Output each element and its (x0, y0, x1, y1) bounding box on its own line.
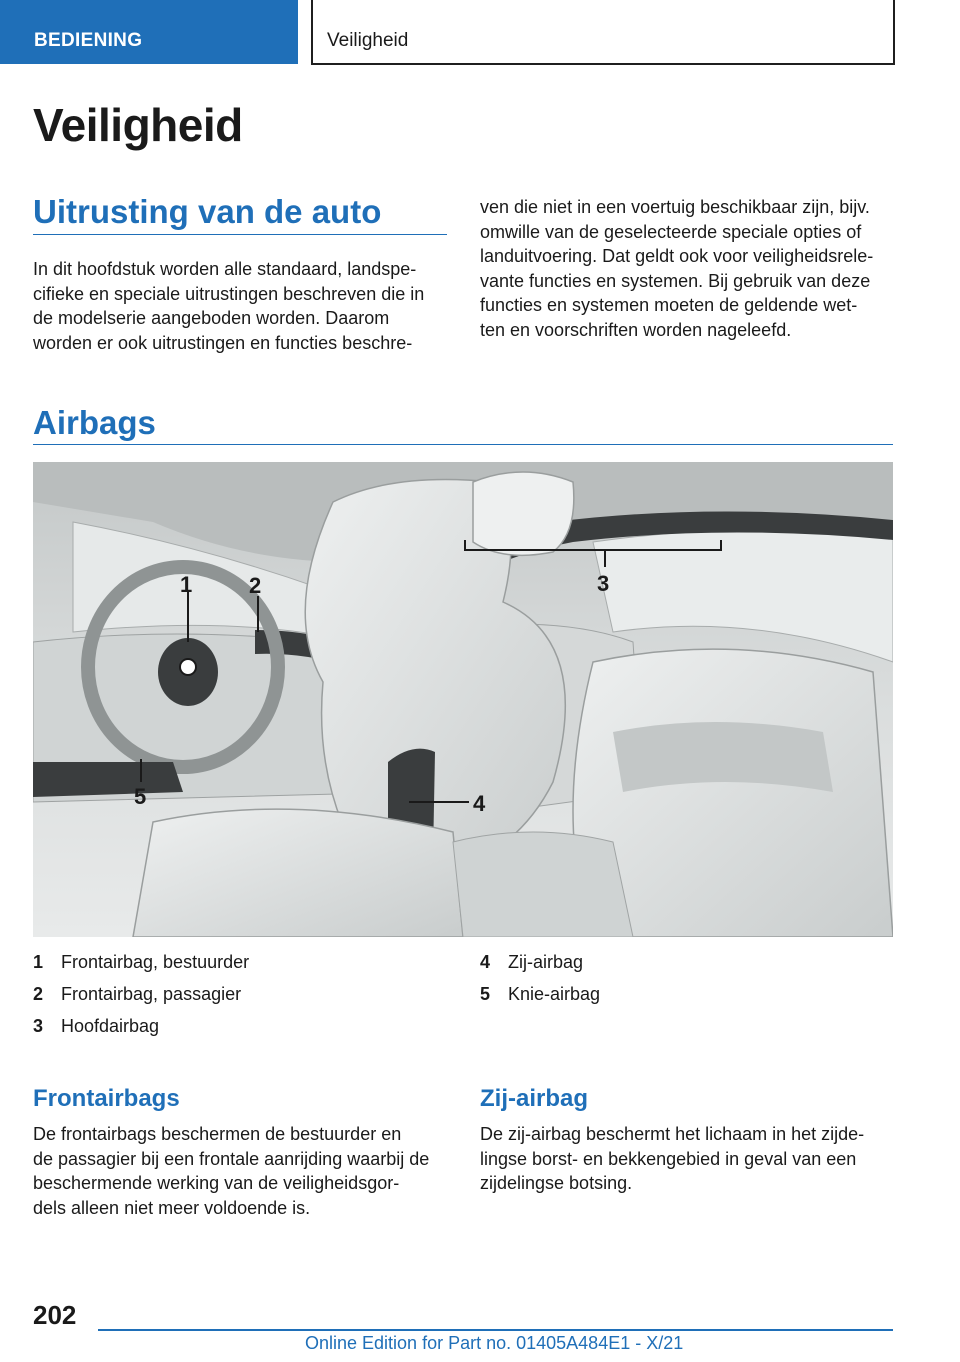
text-line: In dit hoofdstuk worden alle standaard, landspe- (33, 259, 417, 279)
text-line: ten en voorschriften worden nageleefd. (480, 319, 792, 340)
legend-item (480, 978, 600, 1010)
legend-label: Frontairbag, passagier (61, 984, 242, 1004)
section-label: BEDIENING (34, 30, 143, 51)
zijairbag-heading: Zij-airbag (480, 1085, 589, 1112)
text-line: De frontairbags beschermen de bestuurder en (33, 1124, 402, 1144)
callout-3: 3 (597, 571, 610, 596)
callout-5: 5 (134, 784, 147, 809)
text-line: de passagier bij een frontale aanrijding waarbij de (33, 1148, 430, 1169)
callout-4: 4 (473, 791, 486, 816)
text-line: zijdelingse botsing. (480, 1173, 633, 1194)
frontairbags-text (33, 1122, 458, 1220)
legend-label: Zij-airbag (508, 952, 584, 972)
footer-edition: Online Edition for Part no. 01405A484E1 - X/21 (305, 1333, 684, 1353)
legend-number: 3 (33, 1016, 44, 1036)
text-line: omwille van de geselecteerde speciale opties of (480, 221, 862, 242)
text-line: De zij-airbag beschermt het lichaam in het zijde- (480, 1124, 865, 1144)
text-line: de modelserie aangeboden worden. Daarom (33, 308, 390, 329)
car-interior-drawing (33, 462, 893, 937)
text-line: dels alleen niet meer voldoende is. (33, 1197, 311, 1218)
legend-item (480, 946, 600, 978)
airbags-heading: Airbags (33, 404, 156, 441)
callout-2: 2 (249, 573, 262, 598)
frontairbags-heading: Frontairbags (33, 1085, 180, 1112)
chapter-label: Veiligheid (327, 30, 409, 51)
airbag-illustration (33, 462, 893, 937)
chapter-tab[interactable] (311, 0, 895, 65)
equipment-heading: Uitrusting van de auto (33, 193, 382, 230)
legend-label: Frontairbag, bestuurder (61, 952, 250, 972)
page-number: 202 (33, 1300, 77, 1330)
text-line: lingse borst- en bekkengebied in geval van een (480, 1148, 857, 1169)
legend-right (480, 946, 600, 1010)
text-line: cifieke en speciale uitrustingen beschreven die in (33, 283, 425, 304)
legend-item (33, 1010, 249, 1042)
text-line: ven die niet in een voertuig beschikbaar zijn, bijv. (480, 197, 870, 217)
equipment-heading-rule (33, 234, 447, 235)
text-line: landuitvoering. Dat geldt ook voor veiligheidsrele- (480, 246, 874, 267)
equipment-text-col1 (33, 257, 453, 355)
legend-number: 5 (480, 984, 491, 1004)
page-title: Veiligheid (33, 99, 243, 151)
legend-item (33, 946, 249, 978)
footer-rule (98, 1329, 893, 1331)
text-line: beschermende werking van de veiligheidsgor- (33, 1173, 400, 1194)
callout-1: 1 (180, 572, 193, 597)
text-line: worden er ook uitrustingen en functies beschre- (33, 332, 413, 353)
zijairbag-text (480, 1122, 900, 1196)
equipment-text-col2 (480, 195, 900, 343)
legend-number: 1 (33, 952, 44, 972)
legend-left (33, 946, 249, 1042)
text-line: vante functies en systemen. Bij gebruik van deze (480, 270, 871, 291)
section-tab[interactable] (0, 0, 298, 64)
text-line: functies en systemen moeten de geldende wet- (480, 295, 858, 316)
legend-number: 4 (480, 952, 491, 972)
legend-label: Knie-airbag (508, 984, 601, 1004)
legend-label: Hoofdairbag (61, 1016, 160, 1036)
legend-item (33, 978, 249, 1010)
legend-number: 2 (33, 984, 44, 1004)
airbags-heading-rule (33, 444, 893, 445)
